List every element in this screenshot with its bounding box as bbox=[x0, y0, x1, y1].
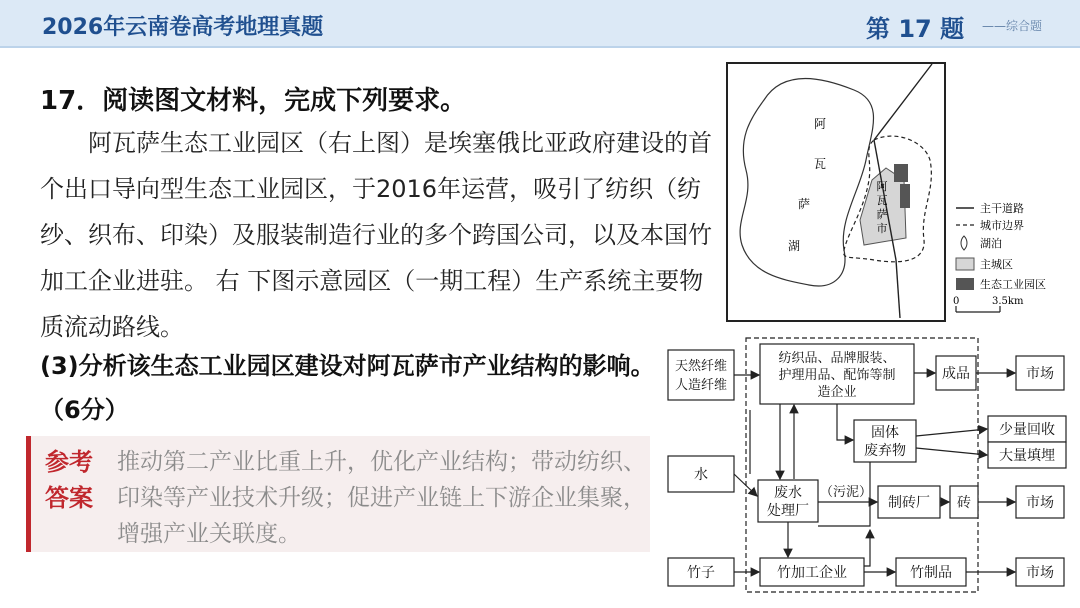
label-sludge: （污泥） bbox=[820, 485, 873, 500]
awasa-map bbox=[724, 60, 1072, 326]
label-textile-1: 纺织品、品牌服装、 bbox=[778, 351, 896, 366]
question-type-tag: ——综合题 bbox=[982, 19, 1043, 33]
answer-label: 参考答案 bbox=[45, 448, 93, 512]
lake-label-4: 湖 bbox=[787, 239, 801, 253]
legend-road-label: 主干道路 bbox=[980, 202, 1024, 215]
question-number: 第 17 题 bbox=[866, 15, 965, 43]
lake-label-3: 萨 bbox=[797, 197, 811, 211]
label-bamboo-products: 竹制品 bbox=[910, 565, 952, 581]
question-title: 17．阅读图文材料，完成下列要求。 bbox=[40, 86, 467, 116]
city-label-2: 瓦 bbox=[876, 194, 888, 207]
eco-park-area-2 bbox=[900, 184, 910, 208]
label-fiber-2: 人造纤维 bbox=[674, 378, 728, 393]
legend-lake-icon bbox=[961, 236, 967, 250]
legend-eco-park-label: 生态工业园区 bbox=[980, 278, 1046, 291]
label-market-1: 市场 bbox=[1026, 366, 1054, 382]
material-flow-diagram bbox=[660, 336, 1072, 594]
label-fiber-1: 天然纤维 bbox=[674, 359, 728, 374]
label-solid-waste-2: 废弃物 bbox=[864, 443, 906, 459]
label-market-3: 市场 bbox=[1026, 565, 1054, 581]
answer-box bbox=[26, 436, 650, 552]
label-brick: 砖 bbox=[957, 495, 971, 511]
label-market-2: 市场 bbox=[1026, 495, 1054, 511]
header-title: 2026年云南卷高考地理真题 bbox=[42, 15, 324, 40]
map-legend bbox=[953, 202, 1046, 312]
legend-lake-label: 湖泊 bbox=[980, 237, 1002, 250]
label-wastewater-1: 废水 bbox=[774, 485, 802, 501]
scale-zero: 0 bbox=[953, 296, 960, 307]
label-solid-waste-1: 固体 bbox=[871, 425, 899, 441]
city-label-4: 市 bbox=[876, 222, 888, 235]
lake-label-2: 瓦 bbox=[813, 157, 827, 171]
legend-boundary-label: 城市边界 bbox=[980, 219, 1024, 232]
header-bar bbox=[0, 0, 1080, 48]
label-product: 成品 bbox=[942, 366, 970, 382]
sub-question: (3)分析该生态工业园区建设对阿瓦萨市产业结构的影响。（6分） bbox=[40, 352, 655, 424]
legend-eco-park-symbol bbox=[956, 278, 974, 290]
label-landfill: 大量填埋 bbox=[999, 448, 1055, 464]
label-brick-factory: 制砖厂 bbox=[888, 495, 930, 511]
label-wastewater-2: 处理厂 bbox=[767, 503, 809, 519]
label-textile-3: 造企业 bbox=[817, 385, 857, 400]
label-textile-2: 护理用品、配饰等制 bbox=[778, 368, 896, 383]
lake-label-1: 阿 bbox=[813, 117, 827, 131]
city-label-1: 阿 bbox=[876, 180, 888, 193]
legend-main-city-label: 主城区 bbox=[980, 258, 1013, 271]
label-bamboo-enterprise: 竹加工企业 bbox=[777, 565, 847, 581]
scale-distance: 3.5km bbox=[992, 296, 1024, 307]
question-material: 阿瓦萨生态工业园区（右上图）是埃塞俄比亚政府建设的首个出口导向型生态工业园区，于2016年运营，吸引了纺织（纺纱、织布、印染）及服装制造行业的多个跨国公司，以及本国竹加工企业进驻。 右 下图示意园区（一期工程）生产系统主要物质流动路线。 bbox=[40, 129, 712, 341]
label-water: 水 bbox=[694, 467, 708, 483]
legend-main-city-symbol bbox=[956, 258, 974, 270]
label-recycle: 少量回收 bbox=[999, 422, 1055, 438]
label-bamboo: 竹子 bbox=[687, 565, 715, 581]
city-label-3: 萨 bbox=[876, 208, 888, 221]
answer-text: 推动第二产业比重上升，优化产业结构；带动纺织、印染等产业技术升级；促进产业链上下游企业集聚，增强产业关联度。 bbox=[117, 449, 646, 547]
eco-park-area-1 bbox=[894, 164, 908, 182]
